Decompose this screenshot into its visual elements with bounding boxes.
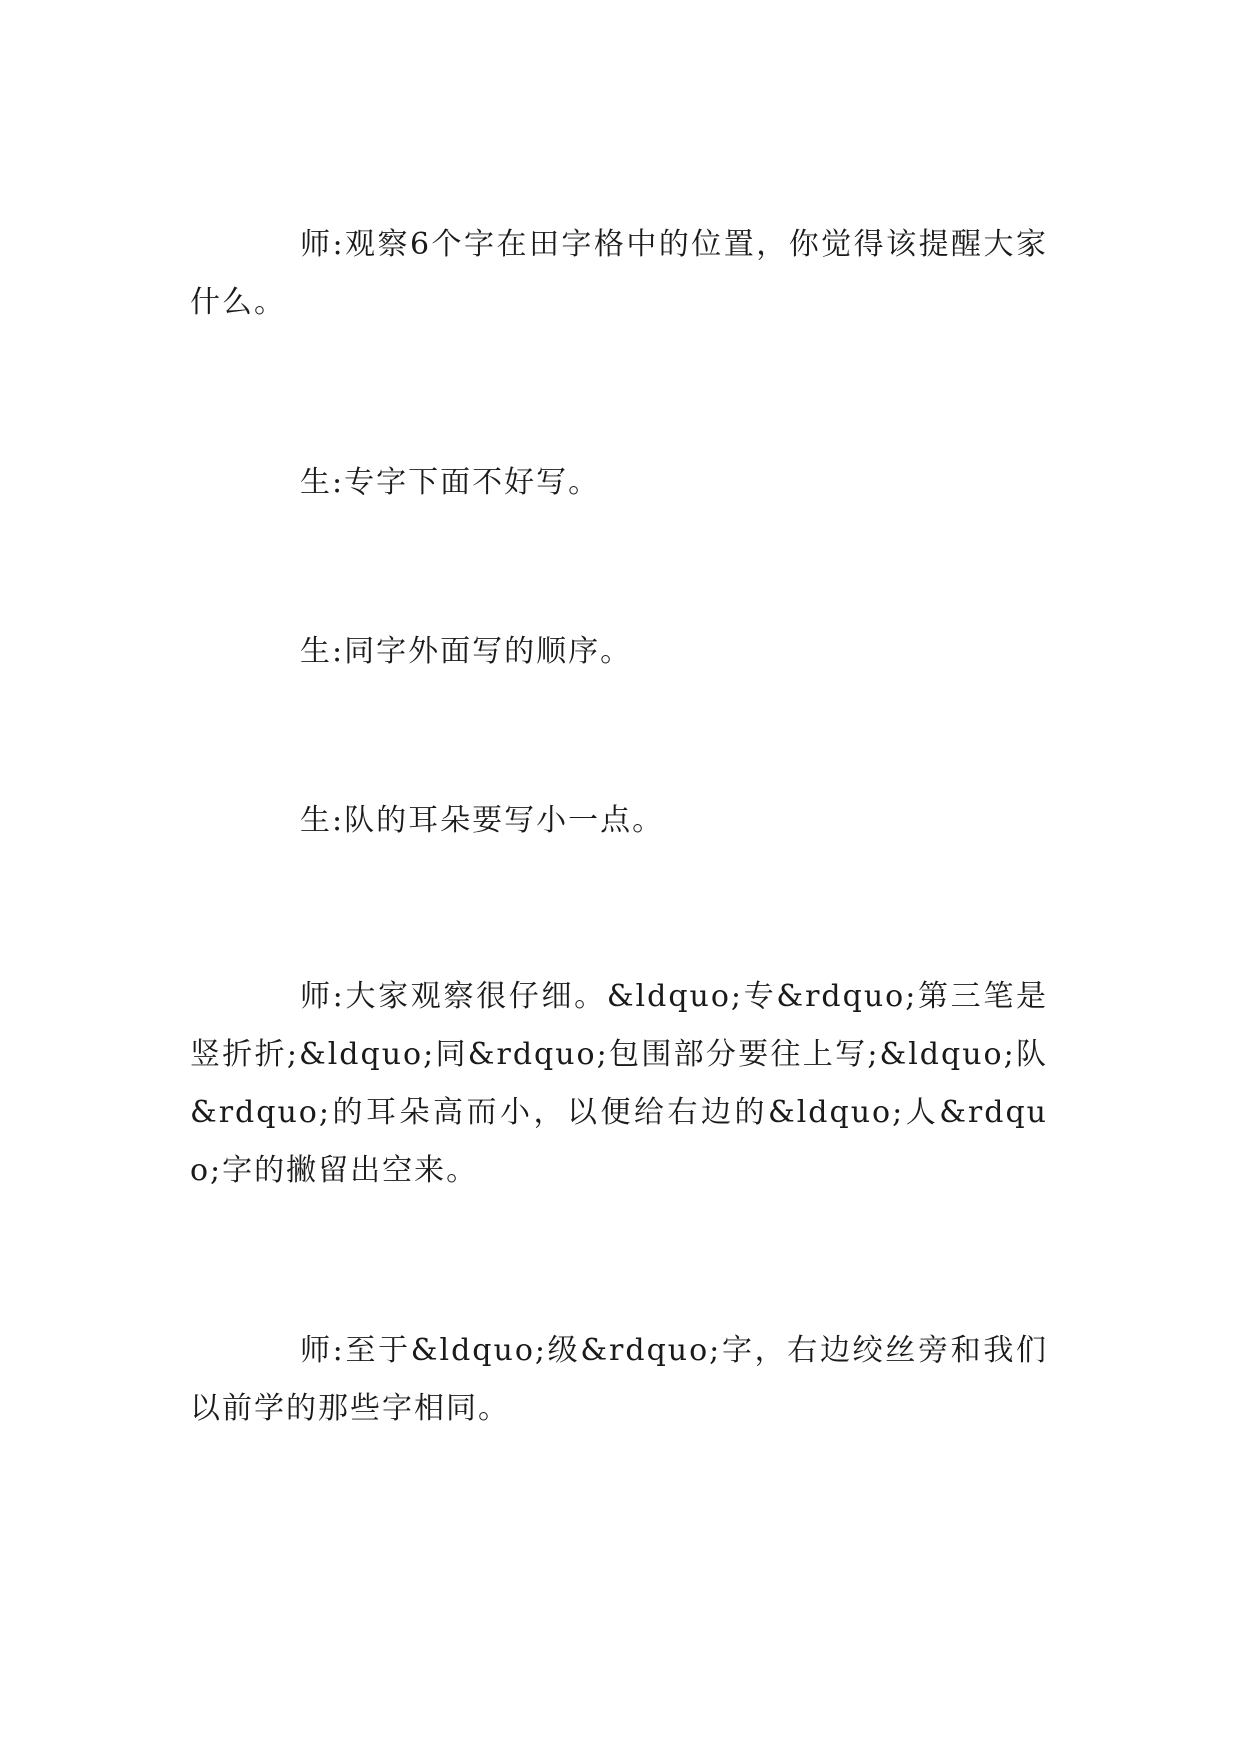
paragraph-teacher-ji: 师:至于&ldquo;级&rdquo;字，右边绞丝旁和我们以前学的那些字相同。 <box>190 1333 1048 1426</box>
paragraph-teacher-summary: 师:大家观察很仔细。&ldquo;专&rdquo;第三笔是竖折折;&ldquo;同&rdquo;包围部分要往上写;&ldquo;队&rdquo;的耳朵高而小，以便给右边的&ldquo;人&rdquo;字的撇留出空来。 <box>190 979 1048 1188</box>
paragraph-student-tong: 生:同字外面写的顺序。 <box>300 634 633 669</box>
paragraph-student-zhuan: 生:专字下面不好写。 <box>300 465 601 500</box>
paragraph-student-dui: 生:队的耳朵要写小一点。 <box>300 803 665 838</box>
paragraph-teacher-observe: 师:观察6个字在田字格中的位置，你觉得该提醒大家什么。 <box>190 227 1048 320</box>
